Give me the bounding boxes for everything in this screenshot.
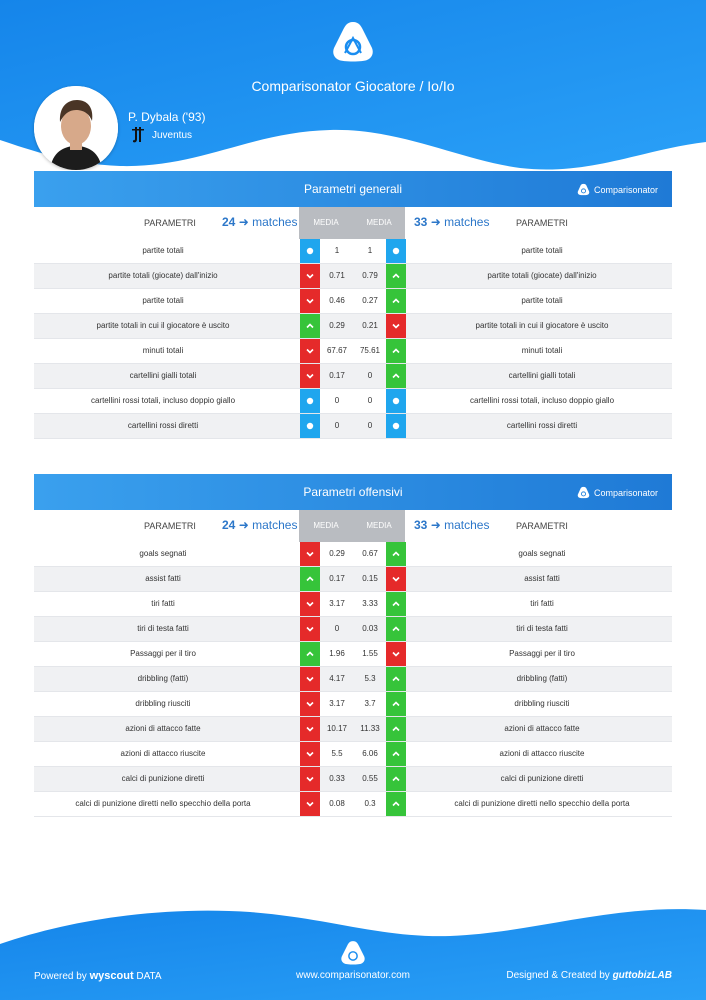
indicator-left xyxy=(300,414,320,438)
player-name: P. Dybala ('93) xyxy=(128,110,206,124)
value-right: 0.15 xyxy=(362,574,378,583)
param-label-right: partite totali xyxy=(521,246,563,255)
table-row xyxy=(34,339,672,364)
brand-badge xyxy=(577,486,658,499)
value-left: 0 xyxy=(334,421,340,430)
indicator-left xyxy=(300,339,320,363)
player-avatar xyxy=(34,86,118,170)
value-left: 0 xyxy=(334,396,340,405)
matches-right xyxy=(414,518,489,532)
indicator-right xyxy=(386,364,406,388)
param-label-right: dribbling riusciti xyxy=(514,699,570,708)
value-left: 0.17 xyxy=(329,574,345,583)
table-row xyxy=(34,592,672,617)
media-column-right: MEDIA xyxy=(353,207,405,239)
indicator-right xyxy=(386,742,406,766)
indicator-left xyxy=(300,717,320,741)
media-column-left: MEDIA xyxy=(299,207,353,239)
value-right: 6.06 xyxy=(362,749,378,758)
param-label-right: partite totali in cui il giocatore è uscito xyxy=(475,321,609,330)
table-row xyxy=(34,742,672,767)
value-left: 0.29 xyxy=(329,549,345,558)
juventus-logo-icon xyxy=(131,126,145,144)
comparisonator-footer-logo-icon xyxy=(340,940,366,966)
param-label-left: partite totali xyxy=(142,246,184,255)
table-row xyxy=(34,617,672,642)
section-title: Parametri generali xyxy=(303,182,403,196)
section-header xyxy=(34,474,672,510)
table-row xyxy=(34,767,672,792)
indicator-right xyxy=(386,792,406,816)
indicator-left xyxy=(300,592,320,616)
value-right: 0.79 xyxy=(362,271,378,280)
param-label-left: calci di punizione diretti nello specchio della porta xyxy=(75,799,251,808)
value-left: 0.17 xyxy=(329,371,345,380)
indicator-left xyxy=(300,264,320,288)
indicator-right xyxy=(386,692,406,716)
guttobizlab-logo: guttobizLAB xyxy=(612,970,672,981)
column-header xyxy=(34,510,672,542)
param-label-left: minuti totali xyxy=(142,346,184,355)
table-row xyxy=(34,642,672,667)
param-column-left: PARAMETRI xyxy=(144,521,196,531)
value-right: 1 xyxy=(367,246,373,255)
param-label-left: cartellini gialli totali xyxy=(129,371,197,380)
value-left: 0.33 xyxy=(329,774,345,783)
value-right: 0.27 xyxy=(362,296,378,305)
value-right: 0.55 xyxy=(362,774,378,783)
table-row xyxy=(34,717,672,742)
param-label-left: partite totali (giocate) dall'inizio xyxy=(108,271,218,280)
param-label-right: calci di punizione diretti xyxy=(500,774,584,783)
indicator-right xyxy=(386,414,406,438)
indicator-right xyxy=(386,264,406,288)
indicator-right xyxy=(386,767,406,791)
indicator-left xyxy=(300,364,320,388)
param-label-left: azioni di attacco fatte xyxy=(125,724,201,733)
indicator-left xyxy=(300,667,320,691)
param-label-left: cartellini rossi diretti xyxy=(127,421,199,430)
comparisonator-small-icon xyxy=(577,183,590,196)
page-title: Comparisonator Giocatore / Io/Io xyxy=(251,78,455,94)
brand-badge xyxy=(577,183,658,196)
table-row xyxy=(34,264,672,289)
value-left: 0.29 xyxy=(329,321,345,330)
section-header xyxy=(34,171,672,207)
section-title: Parametri offensivi xyxy=(303,485,403,499)
value-left: 1.96 xyxy=(329,649,345,658)
table-row xyxy=(34,692,672,717)
value-left: 3.17 xyxy=(329,699,345,708)
indicator-left xyxy=(300,642,320,666)
website-link[interactable]: www.comparisonator.com xyxy=(296,970,410,981)
param-label-right: dribbling (fatti) xyxy=(516,674,568,683)
param-label-left: partite totali xyxy=(142,296,184,305)
indicator-right xyxy=(386,339,406,363)
comparisonator-logo-icon xyxy=(331,20,375,64)
param-label-left: goals segnati xyxy=(139,549,187,558)
table-row xyxy=(34,239,672,264)
value-right: 3.7 xyxy=(364,699,376,708)
param-label-left: tiri di testa fatti xyxy=(137,624,189,633)
indicator-right xyxy=(386,389,406,413)
table-row xyxy=(34,364,672,389)
param-label-left: calci di punizione diretti xyxy=(121,774,205,783)
brand-label: Comparisonator xyxy=(593,487,658,498)
value-left: 0.46 xyxy=(329,296,345,305)
table-row xyxy=(34,389,672,414)
matches-count-right: 33 xyxy=(414,215,428,229)
section-parametri-offensivi xyxy=(34,474,672,817)
param-label-right: tiri fatti xyxy=(530,599,554,608)
powered-by-suffix: DATA xyxy=(136,971,162,982)
value-left: 4.17 xyxy=(329,674,345,683)
param-label-left: cartellini rossi totali, incluso doppio giallo xyxy=(90,396,236,405)
section-parametri-generali xyxy=(34,171,672,439)
matches-label-right: matches xyxy=(444,518,490,532)
matches-count-left: 24 xyxy=(222,518,236,532)
indicator-left xyxy=(300,567,320,591)
param-label-right: cartellini rossi diretti xyxy=(506,421,578,430)
comparisonator-small-icon xyxy=(577,486,590,499)
value-right: 0.21 xyxy=(362,321,378,330)
param-label-right: tiri di testa fatti xyxy=(516,624,568,633)
param-label-right: partite totali xyxy=(521,296,563,305)
brand-label: Comparisonator xyxy=(593,184,658,195)
value-left: 0.71 xyxy=(329,271,345,280)
param-label-right: partite totali (giocate) dall'inizio xyxy=(487,271,597,280)
param-label-left: assist fatti xyxy=(145,574,181,583)
indicator-right xyxy=(386,567,406,591)
indicator-right xyxy=(386,642,406,666)
param-label-left: partite totali in cui il giocatore è uscito xyxy=(96,321,230,330)
indicator-left xyxy=(300,389,320,413)
table-row xyxy=(34,542,672,567)
indicator-left xyxy=(300,692,320,716)
param-label-left: dribbling (fatti) xyxy=(137,674,189,683)
indicator-left xyxy=(300,792,320,816)
matches-left xyxy=(222,215,297,229)
designed-by xyxy=(506,970,672,981)
indicator-left xyxy=(300,767,320,791)
matches-left xyxy=(222,518,297,532)
value-left: 10.17 xyxy=(326,724,348,733)
column-header xyxy=(34,207,672,239)
indicator-right xyxy=(386,667,406,691)
value-left: 5.5 xyxy=(331,749,343,758)
club-name: Juventus xyxy=(152,130,193,141)
table-row xyxy=(34,567,672,592)
table-row xyxy=(34,414,672,439)
page-footer xyxy=(0,880,706,1000)
param-label-right: azioni di attacco riuscite xyxy=(499,749,585,758)
value-right: 0.67 xyxy=(362,549,378,558)
matches-count-left: 24 xyxy=(222,215,236,229)
param-column-right: PARAMETRI xyxy=(516,521,568,531)
table-row xyxy=(34,792,672,817)
indicator-right xyxy=(386,289,406,313)
indicator-left xyxy=(300,314,320,338)
value-left: 3.17 xyxy=(329,599,345,608)
indicator-left xyxy=(300,617,320,641)
matches-label-left: matches xyxy=(252,518,298,532)
param-label-right: calci di punizione diretti nello specchio della porta xyxy=(454,799,630,808)
param-label-right: assist fatti xyxy=(524,574,560,583)
value-right: 3.33 xyxy=(362,599,378,608)
indicator-right xyxy=(386,592,406,616)
stats-table xyxy=(34,542,672,817)
value-left: 0 xyxy=(334,624,340,633)
value-right: 0 xyxy=(367,421,373,430)
table-row xyxy=(34,667,672,692)
value-right: 1.55 xyxy=(362,649,378,658)
param-label-right: cartellini gialli totali xyxy=(508,371,576,380)
param-label-right: goals segnati xyxy=(518,549,566,558)
value-right: 11.33 xyxy=(360,724,380,733)
media-column-right: MEDIA xyxy=(353,510,405,542)
login-arrow-icon: ➜ xyxy=(430,215,441,229)
param-label-right: azioni di attacco fatte xyxy=(504,724,580,733)
param-column-left: PARAMETRI xyxy=(144,218,196,228)
param-label-left: tiri fatti xyxy=(151,599,175,608)
value-right: 0 xyxy=(367,371,373,380)
value-right: 5.3 xyxy=(364,674,376,683)
page-header xyxy=(0,0,706,170)
matches-label-right: matches xyxy=(444,215,490,229)
indicator-right xyxy=(386,314,406,338)
table-row xyxy=(34,314,672,339)
login-arrow-icon: ➜ xyxy=(238,215,249,229)
indicator-right xyxy=(386,617,406,641)
param-label-right: Passaggi per il tiro xyxy=(509,649,575,658)
table-row xyxy=(34,289,672,314)
indicator-left xyxy=(300,542,320,566)
param-label-right: cartellini rossi totali, incluso doppio giallo xyxy=(469,396,615,405)
wyscout-logo: wyscout xyxy=(89,970,134,982)
indicator-right xyxy=(386,717,406,741)
stats-table xyxy=(34,239,672,439)
param-label-left: Passaggi per il tiro xyxy=(130,649,196,658)
value-right: 0.3 xyxy=(364,799,376,808)
param-label-left: dribbling riusciti xyxy=(135,699,191,708)
media-column-left: MEDIA xyxy=(299,510,353,542)
value-left: 1 xyxy=(334,246,340,255)
indicator-left xyxy=(300,289,320,313)
param-label-left: azioni di attacco riuscite xyxy=(120,749,206,758)
param-column-right: PARAMETRI xyxy=(516,218,568,228)
indicator-left xyxy=(300,742,320,766)
value-right: 75.61 xyxy=(359,346,381,355)
value-left: 67.67 xyxy=(326,346,348,355)
designed-by-prefix: Designed & Created by xyxy=(506,970,610,981)
value-right: 0.03 xyxy=(362,624,378,633)
matches-label-left: matches xyxy=(252,215,298,229)
login-arrow-icon: ➜ xyxy=(238,518,249,532)
matches-count-right: 33 xyxy=(414,518,428,532)
indicator-left xyxy=(300,239,320,263)
indicator-right xyxy=(386,542,406,566)
value-left: 0.08 xyxy=(329,799,345,808)
matches-right xyxy=(414,215,489,229)
powered-by-prefix: Powered by xyxy=(34,971,87,982)
value-right: 0 xyxy=(367,396,373,405)
login-arrow-icon: ➜ xyxy=(430,518,441,532)
param-label-right: minuti totali xyxy=(521,346,563,355)
indicator-right xyxy=(386,239,406,263)
